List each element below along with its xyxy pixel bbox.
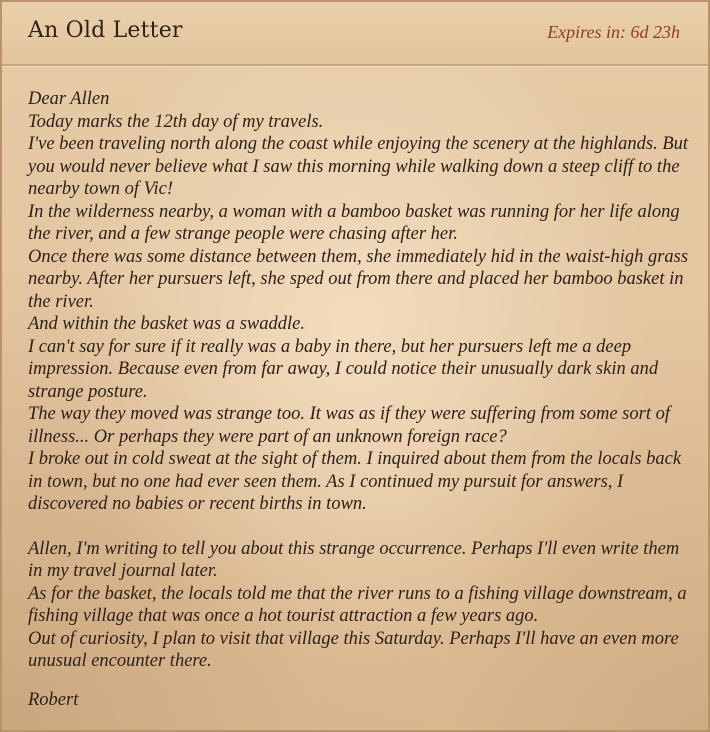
- letter-paragraph-6: I can't say for sure if it really was a baby in there, but her pursuers left me a deep impression. Because even from far away, I could notice their unusually dark skin and strange posture.: [28, 336, 659, 402]
- letter-body: [28, 88, 692, 711]
- letter-paragraph-10: As for the basket, the locals told me that the river runs to a fishing village downstream, a fishing village that was once a hot tourist attraction a few years ago.: [28, 583, 687, 626]
- letter-paragraph-5: And within the basket was a swaddle.: [28, 314, 305, 334]
- letter-header: [2, 2, 708, 66]
- paragraph-gap: [28, 516, 692, 538]
- letter-paragraph-4: Once there was some distance between them, she immediately hid in the waist-high grass nearby. After her pursuers left, she sped out from there and placed her bamboo basket in the river.: [28, 246, 689, 312]
- expires-timer: Expires in: 6d 23h: [547, 22, 680, 42]
- letter-paragraph-3: In the wilderness nearby, a woman with a bamboo basket was running for her life along the river, and a few strange people were chasing after her.: [28, 201, 680, 244]
- letter-signature: Robert: [28, 689, 79, 710]
- letter-title: An Old Letter: [28, 18, 183, 43]
- letter-paragraph-11: Out of curiosity, I plan to visit that village this Saturday. Perhaps I'll have an even more unusual encounter there.: [28, 628, 679, 671]
- letter-greeting: Dear Allen: [28, 89, 110, 109]
- letter-paragraph-7: The way they moved was strange too. It was as if they were suffering from some sort of illness... Or perhaps they were part of an unknown foreign race?: [28, 404, 670, 447]
- letter-paragraph-2: I've been traveling north along the coast while enjoying the scenery at the highlands. But you would never believe what I saw this morning while walking down a steep cliff to the nearby town of Vic!: [28, 134, 689, 199]
- letter-paragraph-9: Allen, I'm writing to tell you about this strange occurrence. Perhaps I'll even write them in my travel journal later.: [28, 538, 680, 581]
- letter-paragraph-1: Today marks the 12th day of my travels.: [28, 111, 324, 132]
- letter-paragraph-8: I broke out in cold sweat at the sight of them. I inquired about them from the locals back in town, but no one had ever seen them. As I continued my pursuit for answers, I discovered no babies or recent births in town.: [28, 449, 682, 514]
